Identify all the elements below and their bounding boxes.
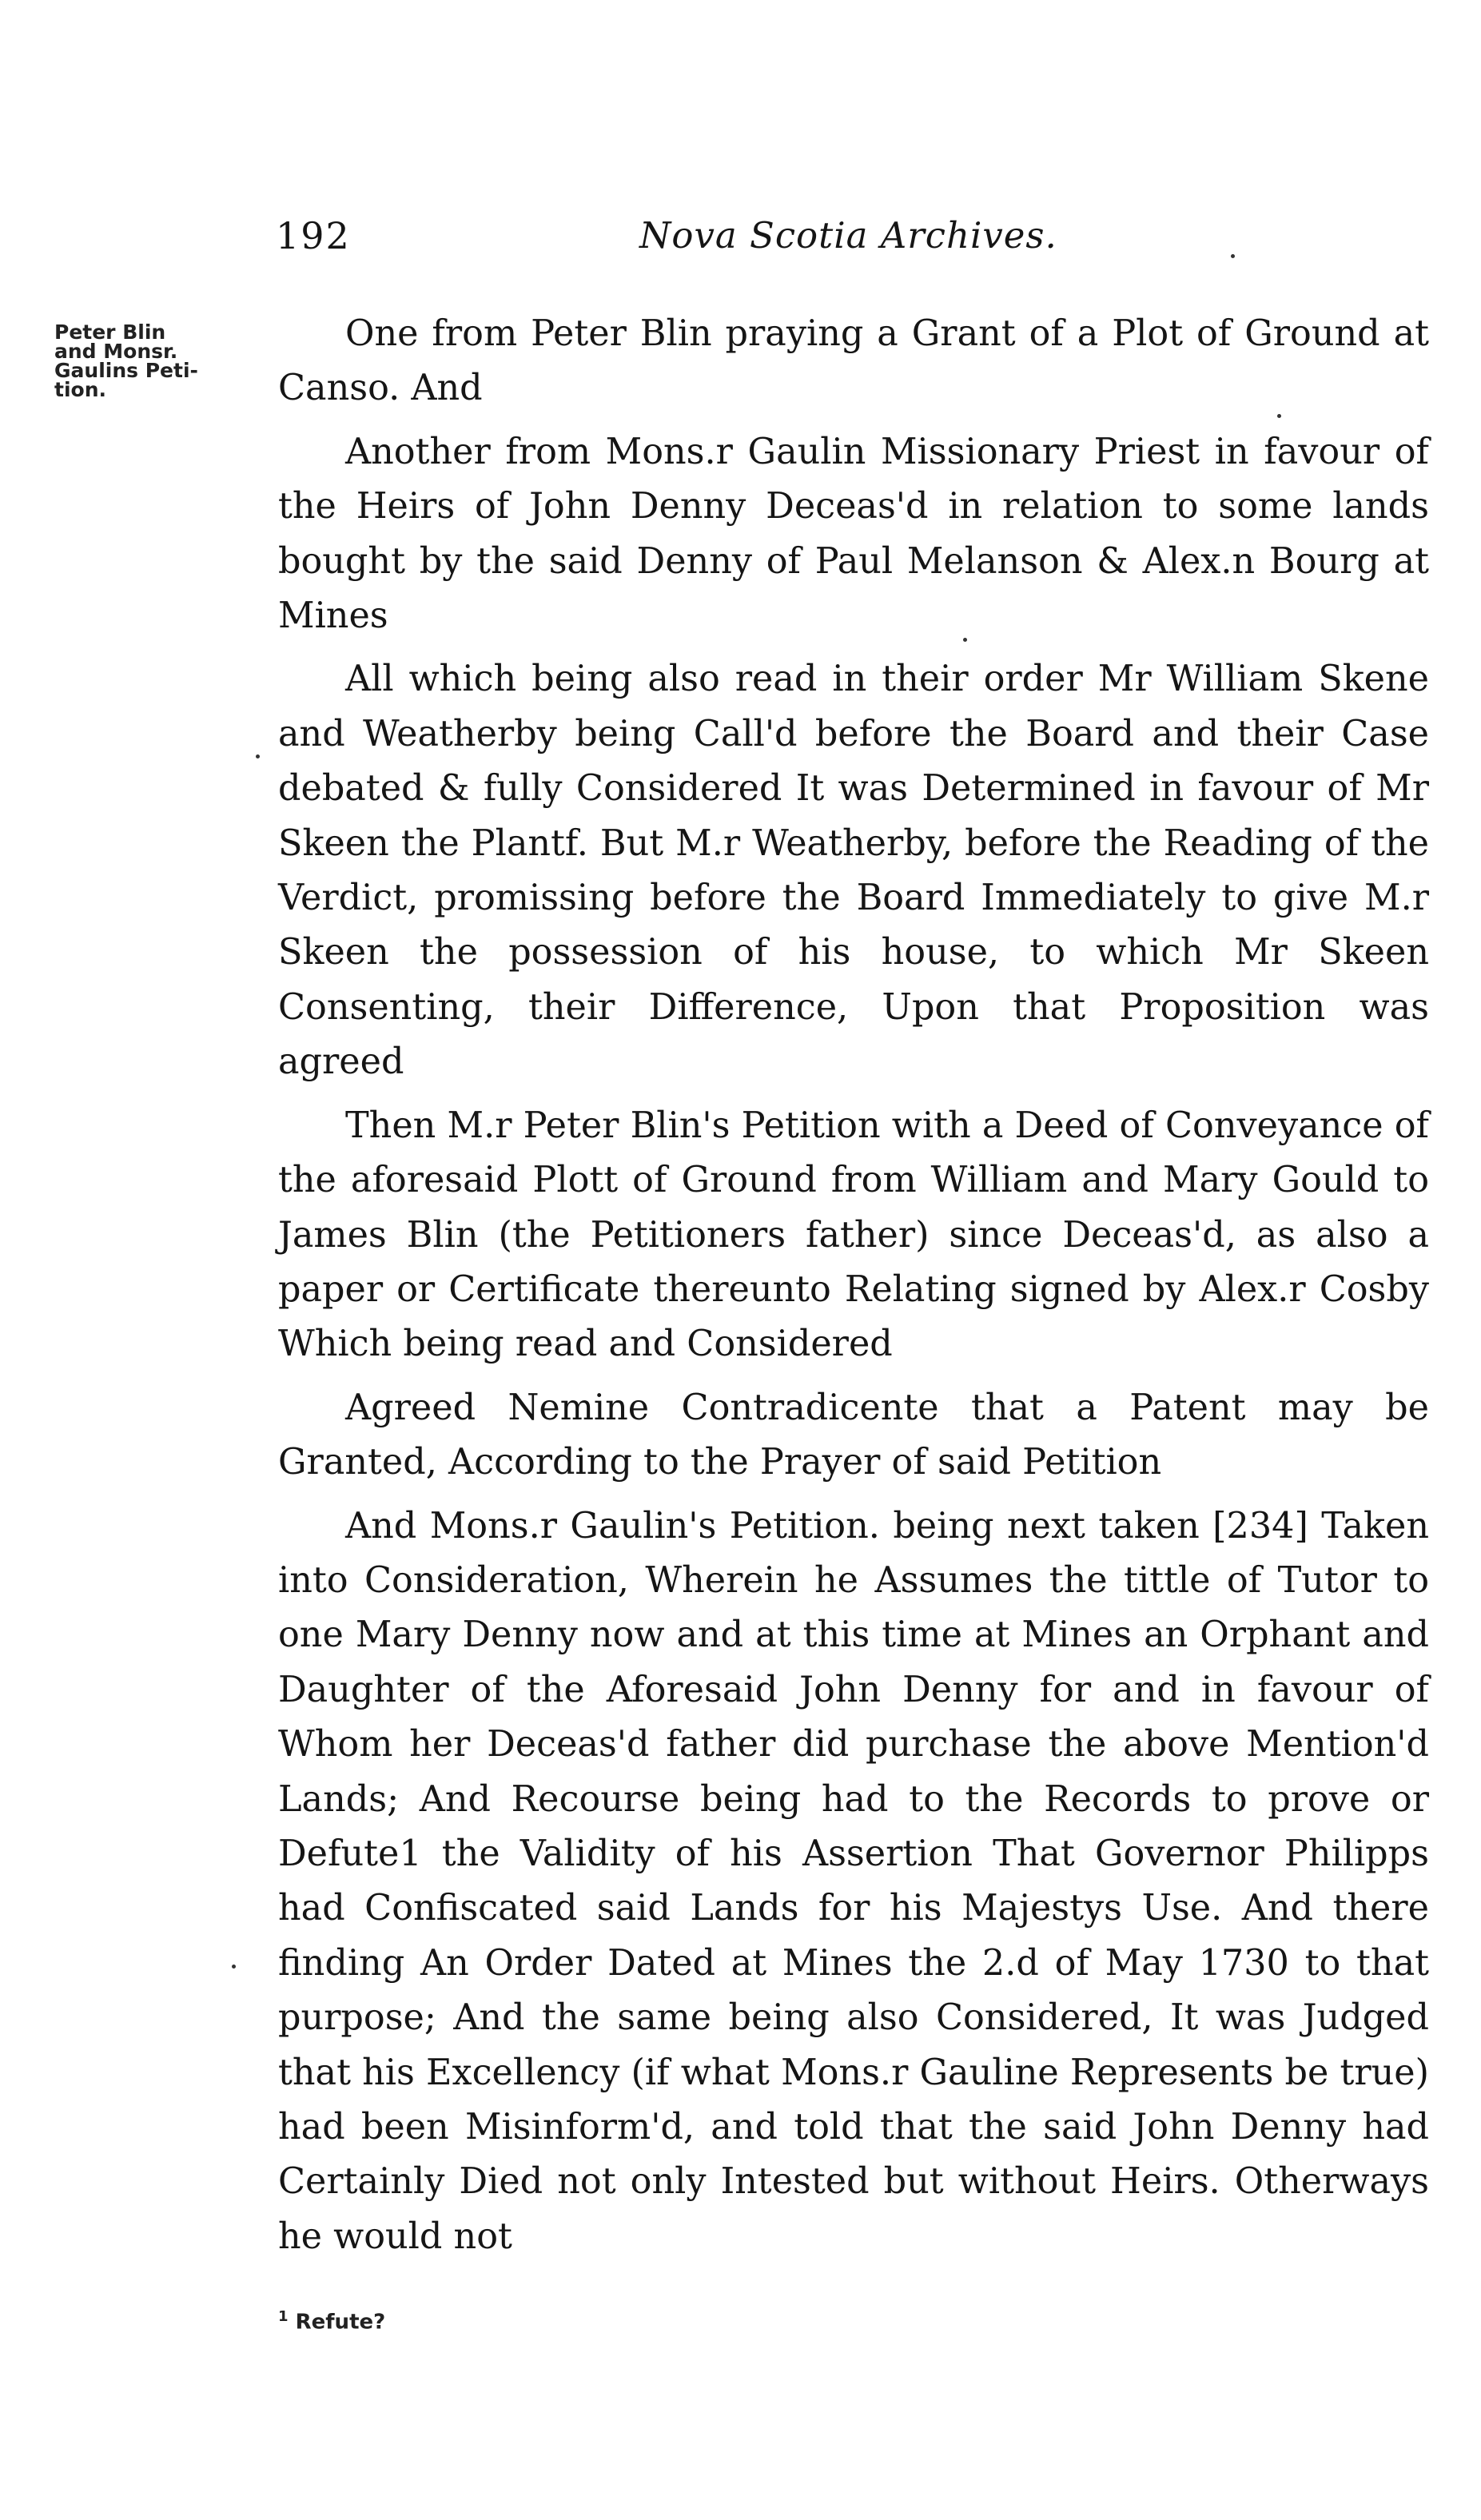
footnote-marker: 1 bbox=[278, 2308, 289, 2325]
scan-speck bbox=[1231, 254, 1235, 258]
scan-speck bbox=[256, 754, 260, 758]
margin-note bbox=[54, 320, 242, 401]
paragraph-gaulin-petition: Another from Mons.r Gaulin Missionary Priest in favour of the Heirs of John Denny Deceas'd in relation to some lands bought by the said Denny of Paul Melanson & Alex.n Bourg at Mines bbox=[278, 431, 1429, 637]
footnote-text: Refute? bbox=[295, 2310, 386, 2335]
page-number: 192 bbox=[276, 214, 351, 257]
margin-note-line: and Monsr. bbox=[54, 340, 178, 363]
margin-note-line: tion. bbox=[54, 378, 106, 401]
scan-speck bbox=[232, 1965, 236, 1969]
running-title: Nova Scotia Archives. bbox=[639, 214, 1057, 257]
margin-note-line: Peter Blin bbox=[54, 320, 166, 344]
footnote bbox=[278, 2308, 385, 2335]
scan-speck bbox=[1277, 414, 1281, 418]
scan-speck bbox=[963, 638, 967, 642]
margin-note-line: Gaulins Peti- bbox=[54, 359, 198, 382]
paragraph-agreed: Agreed Nemine Contradicente that a Patent may be Granted, According to the Prayer of said Petition bbox=[278, 1387, 1429, 1483]
page-header bbox=[0, 214, 1481, 270]
paragraph-gaulin-consideration: And Mons.r Gaulin's Petition. being next taken [234] Taken into Consideration, Wherein he Assumes the tittle of Tutor to one Mary Denny now and at this time at Mines an Orphant and Daughter of the Aforesaid John Denny for and in favour of Whom her Deceas'd father did purchase the above Mention'd Lands; And Recourse being had to the Records to prove or Defute1 the Validity of his Assertion That Governor Philipps had Confiscated said Lands for his Majestys Use. And there finding An Order Dated at Mines the 2.d of May 1730 to that purpose; And the same being also Considered, It was Judged that his Excellency (if what Mons.r Gauline Represents be true) had been Misinform'd, and told that the said John Denny had Certainly Died not only Intested but without Heirs. Otherways he would not bbox=[278, 1505, 1429, 2257]
paragraph-skene-weatherby: All which being also read in their order Mr William Skene and Weatherby being Call'd before the Board and their Case debated & fully Considered It was Determined in favour of Mr Skeen the Plantf. But M.r Weatherby, before the Reading of the Verdict, promissing before the Board Immediately to give M.r Skeen the possession of his house, to which Mr Skeen Consenting, their Difference, Upon that Proposition was agreed bbox=[278, 659, 1429, 1083]
body-text bbox=[278, 307, 1429, 2273]
paragraph-blin-petition: One from Peter Blin praying a Grant of a Plot of Ground at Canso. And bbox=[278, 313, 1429, 409]
paragraph-blin-deed: Then M.r Peter Blin's Petition with a Deed of Conveyance of the aforesaid Plott of Ground from William and Mary Gould to James Blin (the Petitioners father) since Deceas'd, as also a paper or Certificate thereunto Relating signed by Alex.r Cosby Which being read and Considered bbox=[278, 1105, 1429, 1365]
